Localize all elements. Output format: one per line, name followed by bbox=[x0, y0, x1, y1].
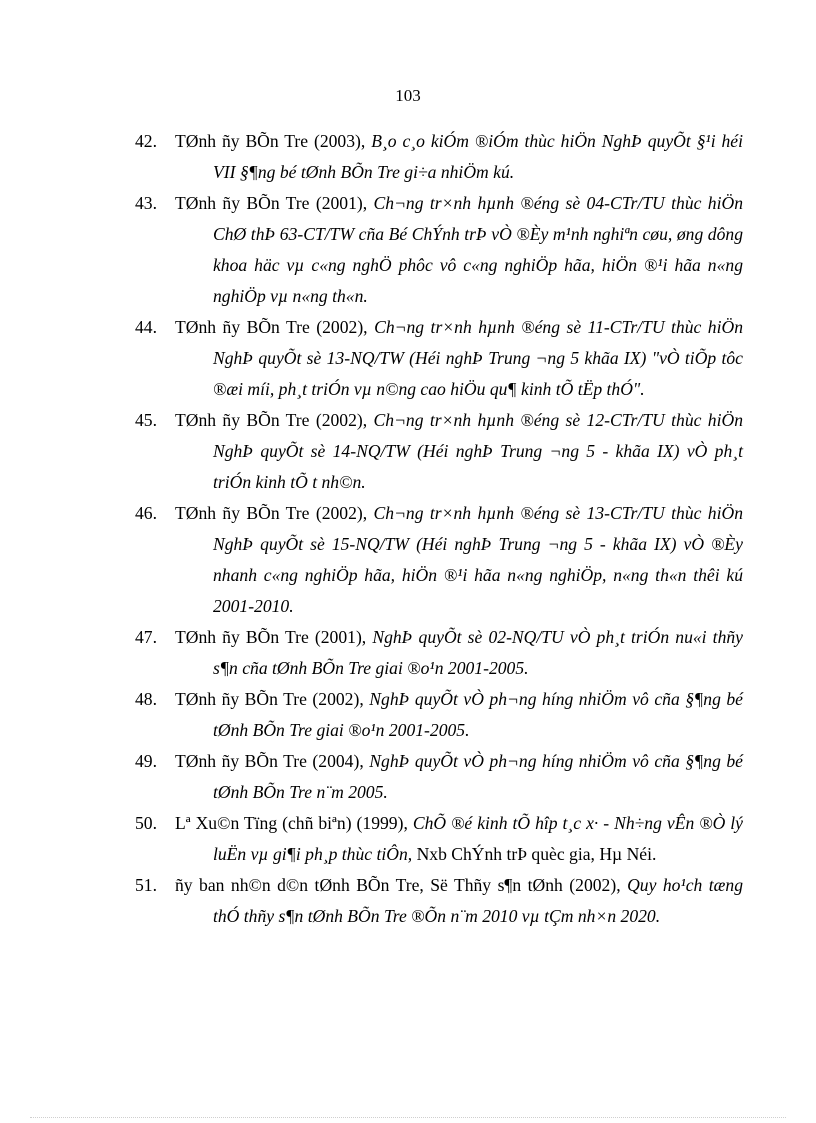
reference-body bbox=[175, 870, 744, 932]
reference-author: TØnh ñy BÕn Tre (2004), bbox=[175, 751, 364, 771]
reference-publisher: Nxb ChÝnh trÞ quèc gia, Hµ Néi. bbox=[416, 844, 657, 864]
reference-author: TØnh ñy BÕn Tre (2001), bbox=[175, 627, 367, 647]
reference-body bbox=[175, 684, 743, 746]
reference-entry bbox=[131, 312, 743, 405]
reference-number: 51. bbox=[135, 875, 157, 895]
reference-body bbox=[175, 312, 743, 405]
reference-author: TØnh ñy BÕn Tre (2002), bbox=[175, 503, 368, 523]
reference-title: NghÞ quyÕt vÒ ph¬ng híng nhiÖm vô cña §¶ng bé tØnh BÕn Tre n¨m 2005. bbox=[213, 751, 743, 802]
page-bottom-divider bbox=[30, 1117, 786, 1118]
reference-title: Ch¬ng tr×nh hµnh ®éng sè 12-CTr/TU thùc hiÖn NghÞ quyÕt sè 14-NQ/TW (Héi nghÞ Trung ¬ng 5 - khãa IX) vÒ ph¸t triÓn kinh tÕ t nh©n. bbox=[213, 410, 743, 492]
reference-author: TØnh ñy BÕn Tre (2001), bbox=[175, 193, 368, 213]
reference-entry bbox=[131, 126, 743, 188]
reference-title: NghÞ quyÕt sè 02-NQ/TU vÒ ph¸t triÓn nu«i thñy s¶n cña tØnh BÕn Tre giai ®o¹n 2001-2005. bbox=[213, 627, 743, 678]
reference-entry bbox=[131, 498, 743, 622]
reference-title: Quy ho¹ch tæng thÓ thñy s¶n tØnh BÕn Tre ®Õn n¨m 2010 vµ tÇm nh×n 2020. bbox=[213, 875, 744, 926]
reference-number: 43. bbox=[135, 193, 157, 213]
reference-body bbox=[175, 622, 743, 684]
reference-number: 50. bbox=[135, 813, 157, 833]
reference-title: Ch¬ng tr×nh hµnh ®éng sè 04-CTr/TU thùc hiÖn ChØ thÞ 63-CT/TW cña Bé ChÝnh trÞ vÒ ®Èy m¹nh nghiªn cøu, øng dông khoa häc vµ c«ng nghÖ phôc vô c«ng nghiÖp hãa, hiÖn ®¹i hãa n«ng nghiÖp vµ n«ng th«n. bbox=[213, 193, 743, 306]
reference-number: 48. bbox=[135, 689, 157, 709]
reference-author: TØnh ñy BÕn Tre (2002), bbox=[175, 410, 368, 430]
reference-number: 44. bbox=[135, 317, 157, 337]
reference-title: ChÕ ®é kinh tÕ hîp t¸c x· - Nh÷ng vÊn ®Ò lý luËn vµ gi¶i ph¸p thùc tiÔn, bbox=[213, 813, 743, 864]
reference-entry bbox=[131, 188, 743, 312]
reference-number: 47. bbox=[135, 627, 157, 647]
reference-title: Ch¬ng tr×nh hµnh ®éng sè 11-CTr/TU thùc hiÖn NghÞ quyÕt sè 13-NQ/TW (Héi nghÞ Trung ¬ng 5 khãa IX) "vÒ tiÕp tôc ®æi míi, ph¸t triÓn vµ n©ng cao hiÖu qu¶ kinh tÕ tËp thÓ". bbox=[213, 317, 743, 399]
reference-author: ñy ban nh©n d©n tØnh BÕn Tre, Së Thñy s¶n tØnh (2002), bbox=[175, 875, 621, 895]
reference-entry bbox=[131, 405, 743, 498]
reference-list bbox=[131, 126, 743, 932]
reference-author: TØnh ñy BÕn Tre (2002), bbox=[175, 317, 368, 337]
reference-body bbox=[175, 126, 743, 188]
reference-body bbox=[175, 808, 743, 870]
reference-body bbox=[175, 188, 743, 312]
reference-entry bbox=[131, 870, 743, 932]
reference-author: TØnh ñy BÕn Tre (2003), bbox=[175, 131, 366, 151]
reference-body bbox=[175, 405, 743, 498]
reference-number: 45. bbox=[135, 410, 157, 430]
reference-body bbox=[175, 746, 743, 808]
reference-author: TØnh ñy BÕn Tre (2002), bbox=[175, 689, 364, 709]
reference-entry bbox=[131, 684, 743, 746]
reference-number: 49. bbox=[135, 751, 157, 771]
reference-body bbox=[175, 498, 743, 622]
reference-title: NghÞ quyÕt vÒ ph¬ng híng nhiÖm vô cña §¶ng bé tØnh BÕn Tre giai ®o¹n 2001-2005. bbox=[213, 689, 743, 740]
reference-number: 46. bbox=[135, 503, 157, 523]
reference-entry bbox=[131, 808, 743, 870]
reference-entry bbox=[131, 622, 743, 684]
reference-entry bbox=[131, 746, 743, 808]
reference-title: Ch¬ng tr×nh hµnh ®éng sè 13-CTr/TU thùc hiÖn NghÞ quyÕt sè 15-NQ/TW (Héi nghÞ Trung ¬ng 5 - khãa IX) vÒ ®Èy nhanh c«ng nghiÖp hãa, hiÖn ®¹i hãa n«ng nghiÖp, n«ng th«n thêi kú 2001-2010. bbox=[213, 503, 743, 616]
page-number: 103 bbox=[395, 86, 421, 105]
reference-title: B¸o c¸o kiÓm ®iÓm thùc hiÖn NghÞ quyÕt §¹i héi VII §¶ng bé tØnh BÕn Tre gi÷a nhiÖm kú. bbox=[213, 131, 743, 182]
reference-author: Lª Xu©n Tïng (chñ biªn) (1999), bbox=[175, 813, 408, 833]
reference-number: 42. bbox=[135, 131, 157, 151]
